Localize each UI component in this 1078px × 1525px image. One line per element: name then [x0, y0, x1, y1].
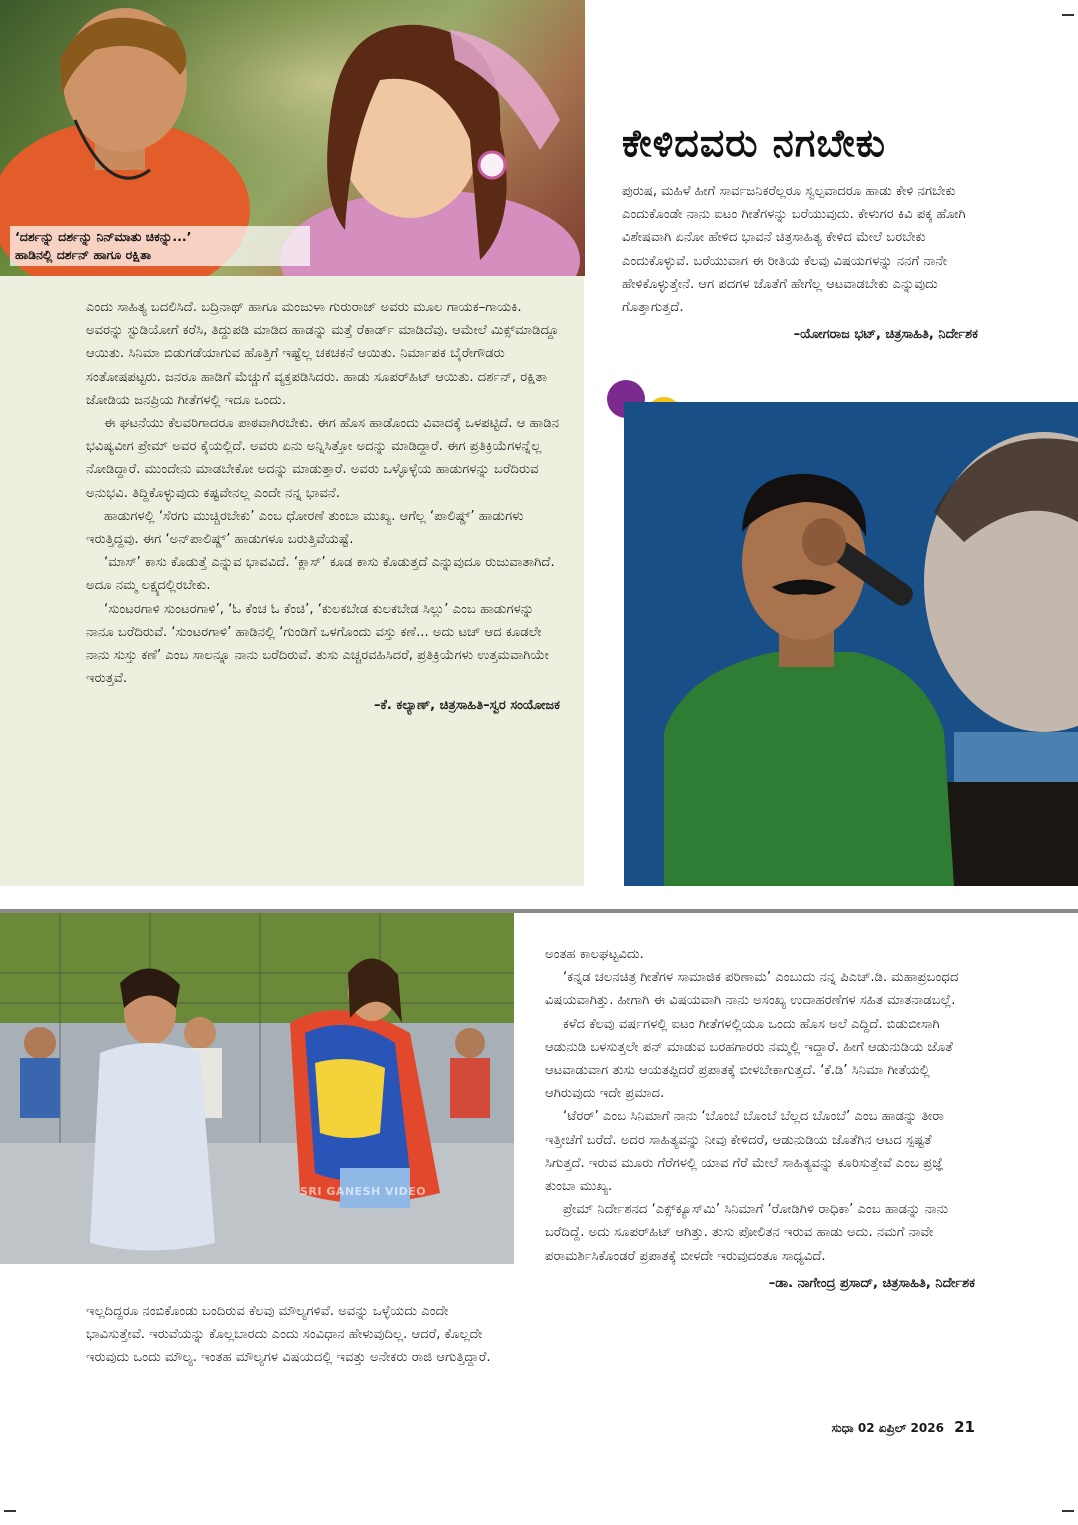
section1-paragraph: ‘ಸುಂಟರಗಾಳಿ ಸುಂಟರಗಾಳಿ’, ‘ಓ ಕೆಂಚ ಓ ಕೆಂಚಿ’, ‘ಕುಲಕಬೇಡ ಕುಲಕಬೇಡ ಸಿಲ್ಲು’ ಎಂಬ ಹಾಡುಗಳನ್ನು ನಾನೂ ಬರೆದಿರುವೆ. ‘ಸುಂಟರಗಾಳಿ’ ಹಾಡಿನಲ್ಲಿ ‘ಗುಂಡಿಗೆ ಒಳಗೊಂದು ವಸ್ತು ಕಣೆ... ಅದು ಟಚ್ ಆದ ಕೂಡಲೇ ನಾನು ಸುಸ್ತು ಕಣೆ’ ಎಂಬ ಸಾಲನ್ನೂ ನಾನು ಬರೆದಿರುವೆ. ತುಸು ಎಚ್ಚರವಹಿಸಿದರೆ, ಪ್ರತಿಕ್ರಿಯೆಗಳು ಉತ್ತಮವಾಗಿಯೇ ಇರುತ್ತವೆ. — [86, 601, 549, 687]
section2-heading: ಕೇಳಿದವರು ನಗಬೇಕು — [622, 120, 886, 165]
speaker-photo — [624, 402, 1078, 886]
caption-line-1: ‘ದರ್ಶನ್ನು ದರ್ಶನ್ನು ನಿನ್‌ಮಾತು ಚಿಕನ್ನು...’ — [15, 229, 192, 244]
section3-right-body — [545, 943, 975, 1295]
section3-left-paragraph: ಇಲ್ಲದಿದ್ದರೂ ನಂಬಿಕೊಂಡು ಬಂದಿರುವ ಕೆಲವು ಮೌಲ್ಯಗಳಿವೆ. ಅವನ್ನು ಒಳ್ಳೆಯದು ಎಂದೇ ಭಾವಿಸುತ್ತೇವೆ. ಇರುವೆಯನ್ನು ಕೊಲ್ಲಬಾರದು ಎಂದು ಸಂವಿಧಾನ ಹೇಳುವುದಿಲ್ಲ. ಆದರೆ, ಕೊಲ್ಲದೇ ಇರುವುದು ಒಂದು ಮೌಲ್ಯ. ಇಂತಹ ಮೌಲ್ಯಗಳ ವಿಷಯದಲ್ಲಿ ಇವತ್ತು ಅನೇಕರು ರಾಜಿ ಆಗುತ್ತಿದ್ದಾರೆ. — [86, 1304, 491, 1366]
page-number: 21 — [954, 1418, 975, 1436]
section3-credit: –ಡಾ. ನಾಗೇಂದ್ರ ಪ್ರಸಾದ್, ಚಿತ್ರಸಾಹಿತಿ, ನಿರ್ದೇಶಕ — [768, 1275, 975, 1291]
section2-body — [622, 180, 978, 346]
section1-paragraph: ‘ಮಾಸ್’ ಕಾಸು ಕೊಡುತ್ತೆ ಎನ್ನುವ ಭಾವವಿದೆ. ‘ಕ್ಲಾಸ್’ ಕೂಡ ಕಾಸು ಕೊಡುತ್ತದೆ ಎನ್ನುವುದೂ ರುಜುವಾತಾಗಿದೆ. ಅದೂ ನಮ್ಮ ಲಕ್ಷ್ಯದಲ್ಲಿರಬೇಕು. — [86, 555, 555, 594]
section1-paragraph: ಈ ಘಟನೆಯು ಕೆಲವರಿಗಾದರೂ ಪಾಠವಾಗಿರಬೇಕು. ಈಗ ಹೊಸ ಹಾಡೊಂದು ವಿವಾದಕ್ಕೆ ಒಳಪಟ್ಟಿದೆ. ಆ ಹಾಡಿನ ಭವಿಷ್ಯವೀಗ ಪ್ರೇಮ್ ಅವರ ಕೈಯಲ್ಲಿದೆ. ಅವರು ಏನು ಅನ್ನಿಸಿತ್ತೋ ಅದನ್ನು ಮಾಡಿದ್ದಾರೆ. ಈಗ ಪ್ರತಿಕ್ರಿಯೆಗಳನ್ನೆಲ್ಲ ನೋಡಿದ್ದಾರೆ. ಮುಂದೇನು ಮಾಡಬೇಕೋ ಅದನ್ನು ಮಾಡುತ್ತಾರೆ. ಅವರು ಒಳ್ಳೊಳ್ಳೆಯ ಹಾಡುಗಳನ್ನು ಬರೆದಿರುವ ಅನುಭವಿ. ತಿದ್ದಿಕೊಳ್ಳುವುದು ಕಷ್ಟವೇನಲ್ಲ ಎಂದೇ ನನ್ನ ಭಾವನೆ. — [86, 416, 560, 501]
issue-date: 02 ಏಪ್ರಿಲ್ 2026 — [857, 1421, 944, 1435]
section3-paragraph: ‘ಕನ್ನಡ ಚಲನಚಿತ್ರ ಗೀತೆಗಳ ಸಾಮಾಜಿಕ ಪರಿಣಾಮ’ ಎಂಬುದು ನನ್ನ ಪಿಎಚ್.ಡಿ. ಮಹಾಪ್ರಬಂಧದ ವಿಷಯವಾಗಿತ್ತು. ಹೀಗಾಗಿ ಈ ವಿಷಯವಾಗಿ ನಾನು ಅಸಂಖ್ಯ ಉದಾಹರಣೆಗಳ ಸಹಿತ ಮಾತನಾಡಬಲ್ಲೆ. — [545, 970, 959, 1009]
section1-paragraph: ಹಾಡುಗಳಲ್ಲಿ ‘ಸೆರಗು ಮುಚ್ಚಿರಬೇಕು’ ಎಂಬ ಧೋರಣೆ ತುಂಬಾ ಮುಖ್ಯ. ಆಗೆಲ್ಲ ‘ಪಾಲಿಷ್ಡ್’ ಹಾಡುಗಳು ಇರುತ್ತಿದ್ದವು. ಈಗ ‘ಅನ್‌ಪಾಲಿಷ್ಡ್’ ಹಾಡುಗಳೂ ಬರುತ್ತಿವೆಯಷ್ಟೆ. — [86, 508, 524, 548]
section3-left-body — [86, 1300, 500, 1370]
video-watermark: SRI GANESH VIDEO — [300, 1185, 427, 1198]
section3-paragraph: ಅಂತಹ ಕಾಲಘಟ್ಟವಿದು. — [545, 947, 644, 962]
crop-mark — [1062, 1510, 1074, 1512]
section2-credit: –ಯೋಗರಾಜ ಭಟ್, ಚಿತ್ರಸಾಹಿತಿ, ನಿರ್ದೇಶಕ — [793, 327, 978, 343]
section3-paragraph: ಕಳೆದ ಕೆಲವು ವರ್ಷಗಳಲ್ಲಿ ಐಟಂ ಗೀತೆಗಳಲ್ಲಿಯೂ ಒಂದು ಹೊಸ ಅಲೆ ಎದ್ದಿದೆ. ಬಿಡುಬೀಸಾಗಿ ಆಡುನುಡಿ ಬಳಸುತ್ತಲೇ ಪನ್ ಮಾಡುವ ಬರಹಗಾರರು ನಮ್ಮಲ್ಲಿ ಇದ್ದಾರೆ. ಹೀಗೆ ಆಡುನುಡಿಯ ಜೊತೆ ಆಟವಾಡುವಾಗ ತುಸು ಆಯತಪ್ಪಿದರೆ ಪ್ರಪಾತಕ್ಕೆ ಬೀಳಬೇಕಾಗುತ್ತದೆ. ‘ಕೆ.ಡಿ’ ಸಿನಿಮಾ ಗೀತೆಯಲ್ಲಿ ಆಗಿರುವುದು ಇದೇ ಪ್ರಮಾದ. — [545, 1016, 953, 1102]
movie-still-bottom — [0, 913, 514, 1264]
page-footer — [831, 1418, 975, 1436]
section2-paragraph: ಪುರುಷ, ಮಹಿಳೆ ಹೀಗೆ ಸಾರ್ವಜನಿಕರೆಲ್ಲರೂ ಸ್ವಲ್ಪವಾದರೂ ಹಾಡು ಕೇಳಿ ನಗಬೇಕು ಎಂದುಕೊಂಡೇ ನಾನು ಐಟಂ ಗೀತೆಗಳನ್ನು ಬರೆಯುವುದು. ಕೇಳುಗರ ಕಿವಿ ಪಕ್ಕ ಹೋಗಿ ವಿಶೇಷವಾಗಿ ಏನೋ ಹೇಳಿದ ಭಾವನೆ ಚಿತ್ರಸಾಹಿತ್ಯ ಕೇಳಿದ ಮೇಲೆ ಬರಬೇಕು ಎಂದುಕೊಳ್ಳುವೆ. ಬರೆಯುವಾಗ ಈ ರೀತಿಯ ಕೆಲವು ವಿಷಯಗಳನ್ನು ನನಗೆ ನಾನೇ ಹೇಳಿಕೊಳ್ಳುತ್ತೇನೆ. ಆಗ ಪದಗಳ ಜೊತೆಗೆ ಹೇಗೆಲ್ಲ ಆಟವಾಡಬೇಕು ಎನ್ನುವುದು ಗೊತ್ತಾಗುತ್ತದೆ. — [622, 184, 966, 316]
section3-paragraph: ‘ಟೆರರ್’ ಎಂಬ ಸಿನಿಮಾಗೆ ನಾನು ‘ಬೊಂಬೆ ಬೊಂಬೆ ಬೆಲ್ಲದ ಬೊಂಬೆ’ ಎಂಬ ಹಾಡನ್ನು ತೀರಾ ಇತ್ತೀಚೆಗೆ ಬರೆದೆ. ಅದರ ಸಾಹಿತ್ಯವನ್ನು ನೀವು ಕೇಳಿದರೆ, ಆಡುನುಡಿಯ ಜೊತೆಗಿನ ಆಟದ ಸ್ಪಷ್ಟತೆ ಸಿಗುತ್ತದೆ. ಇರುವ ಮೂರು ಗೆರೆಗಳಲ್ಲಿ ಯಾವ ಗೆರೆ ಮೇಲೆ ಸಾಹಿತ್ಯವನ್ನು ಕೂರಿಸುತ್ತೇವೆ ಎಂಬ ಪ್ರಜ್ಞೆ ತುಂಬಾ ಮುಖ್ಯ. — [545, 1109, 944, 1195]
section1-paragraph: ಎಂದು ಸಾಹಿತ್ಯ ಬದಲಿಸಿದೆ. ಬದ್ರಿನಾಥ್ ಹಾಗೂ ಮಂಜುಳಾ ಗುರುರಾಜ್ ಅವರು ಮೂಲ ಗಾಯಕ–ಗಾಯಕಿ. ಅವರನ್ನು ಸ್ಟುಡಿಯೋಗೆ ಕರೆಸಿ, ತಿದ್ದುಪಡಿ ಮಾಡಿದ ಹಾಡನ್ನು ಮತ್ತೆ ರೆಕಾರ್ಡ್ ಮಾಡಿದೆವು. ಆಮೇಲೆ ಮಿಕ್ಸ್‌ಮಾಡಿದ್ದೂ ಆಯಿತು. ಸಿನಿಮಾ ಬಿಡುಗಡೆಯಾಗುವ ಹೊತ್ತಿಗೆ ಇಷ್ಟೆಲ್ಲ ಚಕಚಕನೆ ಆಯಿತು. ನಿರ್ಮಾಪಕ ಬೈರೇಗೌಡರು ಸಂತೋಷಪಟ್ಟರು. ಜನರೂ ಹಾಡಿಗೆ ಮೆಚ್ಚುಗೆ ವ್ಯಕ್ತಪಡಿಸಿದರು. ಹಾಡು ಸೂಪರ್‌ಹಿಟ್ ಆಯಿತು. ದರ್ಶನ್, ರಕ್ಷಿತಾ ಜೋಡಿಯ ಜನಪ್ರಿಯ ಗೀತೆಗಳಲ್ಲಿ ಇದೂ ಒಂದು. — [86, 300, 559, 408]
section1-credit: –ಕೆ. ಕಲ್ಯಾಣ್, ಚಿತ್ರಸಾಹಿತಿ–ಸ್ವರ ಸಂಯೋಜಕ — [374, 698, 560, 714]
crop-mark — [1062, 14, 1074, 16]
movie-still-top — [0, 0, 585, 276]
crop-mark — [4, 1510, 16, 1512]
section1-body — [86, 296, 560, 718]
magazine-name: ಸುಧಾ — [831, 1421, 854, 1435]
caption-line-2: ಹಾಡಿನಲ್ಲಿ ದರ್ಶನ್ ಹಾಗೂ ರಕ್ಷಿತಾ — [15, 247, 152, 262]
section3-paragraph: ಪ್ರೇಮ್ ನಿರ್ದೇಶನದ ‘ಎಕ್ಸ್‌ಕ್ಯೂಸ್‌ಮಿ’ ಸಿನಿಮಾಗೆ ‘ರೋಡಿಗಿಳಿ ರಾಧಿಕಾ’ ಎಂಬ ಹಾಡನ್ನು ನಾನು ಬರೆದಿದ್ದೆ. ಅದು ಸೂಪರ್‌ಹಿಟ್ ಆಗಿತ್ತು. ತುಸು ಪೋಲಿತನ ಇರುವ ಹಾಡು ಅದು. ನಮಗೆ ನಾವೇ ಪರಾಮರ್ಶಿಸಿಕೊಂಡರೆ ಪ್ರಪಾತಕ್ಕೆ ಬೀಳದೇ ಇರುವುದಂತೂ ಸಾಧ್ಯವಿದೆ. — [545, 1202, 949, 1264]
photo-caption — [10, 226, 310, 266]
